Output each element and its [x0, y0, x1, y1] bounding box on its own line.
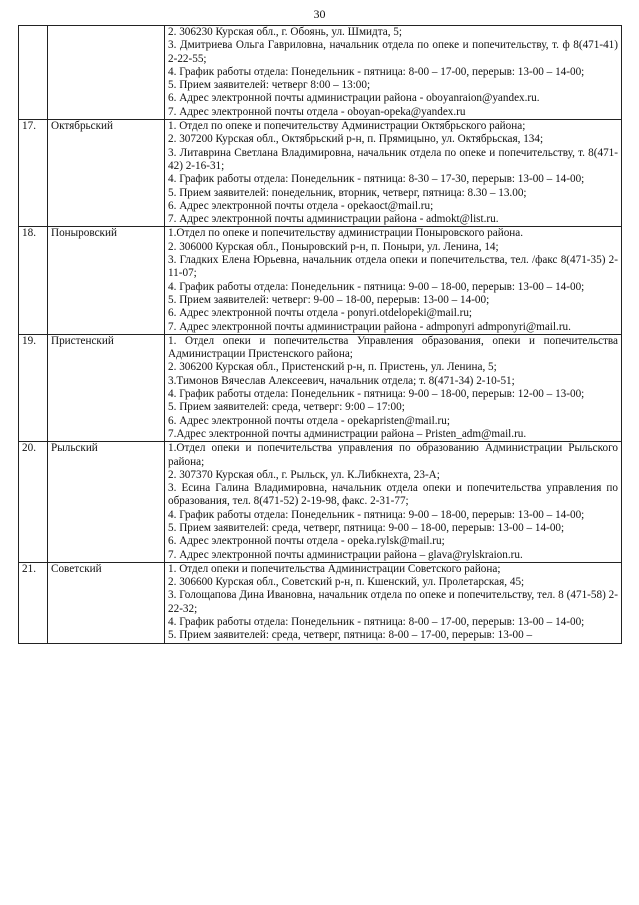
table-row	[19, 334, 622, 441]
table-row	[19, 120, 622, 227]
info-line: 4. График работы отдела: Понедельник - пятница: 8-00 – 17-00, перерыв: 13-00 – 14-00;	[168, 65, 585, 78]
row-number-cell: 21.	[19, 562, 48, 643]
department-info-cell	[165, 334, 622, 441]
district-name-cell: Советский	[48, 562, 165, 643]
info-line: 1. Отдел опеки и попечительства Администрации Советского района;	[168, 562, 501, 575]
district-name-cell: Октябрьский	[48, 120, 165, 227]
page-number: 30	[313, 7, 326, 21]
department-info-cell	[165, 227, 622, 334]
info-line: 5. Прием заявителей: среда, четверг, пятница: 8-00 – 17-00, перерыв: 13-00 –	[168, 629, 533, 642]
district-name-cell	[48, 26, 165, 120]
info-line: 2. 306200 Курская обл., Пристенский р-н, п. Пристень, ул. Ленина, 5;	[168, 361, 497, 374]
row-number-cell: 18.	[19, 227, 48, 334]
info-line: 4. График работы отдела: Понедельник - пятница: 8-30 – 17-30, перерыв: 13-00 – 14-00;	[168, 173, 585, 186]
info-line: 2. 306600 Курская обл., Советский р-н, п. Кшенский, ул. Пролетарская, 45;	[168, 576, 525, 589]
table-row	[19, 442, 622, 563]
district-name-cell: Рыльский	[48, 442, 165, 563]
info-line: 6. Адрес электронной почты отдела - opekapristen@mail.ru;	[168, 414, 450, 427]
row-number-cell: 17.	[19, 120, 48, 227]
info-line: 1. Отдел опеки и попечительства Управления образования, опеки и попечительства Администрации Пристенского района;	[168, 334, 618, 361]
info-line: 2. 307370 Курская обл., г. Рыльск, ул. К.Либкнехта, 23-А;	[168, 468, 440, 481]
table-row	[19, 26, 622, 120]
info-line: 5. Прием заявителей: понедельник, вторник, четверг, пятница: 8.30 – 13.00;	[168, 186, 527, 199]
row-number-cell: 19.	[19, 334, 48, 441]
info-line: 2. 306000 Курская обл., Поныровский р-н, п. Поныри, ул. Ленина, 14;	[168, 240, 499, 253]
info-line: 3.Тимонов Вячеслав Алексеевич, начальник отдела; т. 8(471-34) 2-10-51;	[168, 374, 515, 387]
info-line: 7. Адрес электронной почты администрации района – glava@rylskraion.ru.	[168, 548, 523, 561]
department-info-cell	[165, 442, 622, 563]
info-line: 7.Адрес электронной почты администрации района – Pristen_adm@mail.ru.	[168, 427, 527, 440]
info-line: 3. Гладких Елена Юрьевна, начальник отдела опеки и попечительства, тел. /факс 8(471-35) 2-11-07;	[168, 254, 618, 280]
info-line: 1. Отдел по опеке и попечительству Администрации Октябрьского района;	[168, 120, 526, 133]
table-row	[19, 227, 622, 334]
info-line: 7. Адрес электронной почты администрации района - admokt@list.ru.	[168, 213, 499, 226]
info-line: 6. Адрес электронной почты отдела - opekaoct@mail.ru;	[168, 199, 434, 212]
table-row	[19, 562, 622, 643]
guardianship-departments-table	[18, 25, 622, 644]
info-line: 5. Прием заявителей: среда, четверг: 9:00 – 17:00;	[168, 401, 405, 414]
department-info-cell	[165, 120, 622, 227]
info-line: 3. Голощапова Дина Ивановна, начальник отдела по опеке и попечительству, тел. 8 (471-58) 2-22-32;	[168, 589, 618, 615]
district-name-cell: Пристенский	[48, 334, 165, 441]
district-name-cell: Поныровский	[48, 227, 165, 334]
info-line: 4. График работы отдела: Понедельник - пятница: 8-00 – 17-00, перерыв: 13-00 – 14-00;	[168, 616, 585, 629]
row-number-cell	[19, 26, 48, 120]
info-line: 5. Прием заявителей: среда, четверг, пятница: 9-00 – 18-00, перерыв: 13-00 – 14-00;	[168, 521, 565, 534]
info-line: 2. 306230 Курская обл., г. Обоянь, ул. Шмидта, 5;	[168, 26, 402, 38]
info-line: 3. Есина Галина Владимировна, начальник отдела опеки и попечительства управления по образования, тел. 8(471-52) 2-19-98, факс. 2-31-77;	[168, 482, 618, 508]
info-line: 1.Отдел опеки и попечительства управления по образованию Администрации Рыльского района;	[168, 442, 618, 468]
info-line: 3. Дмитриева Ольга Гавриловна, начальник отдела по опеке и попечительству, т. ф 8(471-41) 2-22-55;	[168, 39, 618, 65]
row-number-cell: 20.	[19, 442, 48, 563]
department-info-cell	[165, 26, 622, 120]
info-line: 1.Отдел по опеке и попечительству администрации Поныровского района.	[168, 227, 524, 240]
info-line: 3. Литаврина Светлана Владимировна, начальник отдела по опеке и попечительству, т. 8(471-42) 2-16-31;	[168, 146, 618, 172]
info-line: 6. Адрес электронной почты отдела - opeka.rylsk@mail.ru;	[168, 535, 445, 548]
info-line: 2. 307200 Курская обл., Октябрьский р-н, п. Прямицыно, ул. Октябрьская, 134;	[168, 133, 544, 146]
info-line: 6. Адрес электронной почты отдела - ponyri.otdelopeki@mail.ru;	[168, 307, 473, 320]
info-line: 7. Адрес электронной почты администрации района - admponyri admponyri@mail.ru.	[168, 320, 571, 333]
info-line: 4. График работы отдела: Понедельник - пятница: 9-00 – 18-00, перерыв: 13-00 – 14-00;	[168, 280, 585, 293]
info-line: 7. Адрес электронной почты отдела - oboyan-opeka@yandex.ru	[168, 105, 466, 118]
info-line: 4. График работы отдела: Понедельник - пятница: 9-00 – 18-00, перерыв: 12-00 – 13-00;	[168, 388, 585, 401]
department-info-cell	[165, 562, 622, 643]
info-line: 5. Прием заявителей: четверг 8:00 – 13:00;	[168, 79, 371, 92]
info-line: 4. График работы отдела: Понедельник - пятница: 9-00 – 18-00, перерыв: 13-00 – 14-00;	[168, 508, 585, 521]
info-line: 5. Прием заявителей: четверг: 9-00 – 18-00, перерыв: 13-00 – 14-00;	[168, 293, 490, 306]
info-line: 6. Адрес электронной почты администрации района - oboyanraion@yandex.ru.	[168, 92, 540, 105]
